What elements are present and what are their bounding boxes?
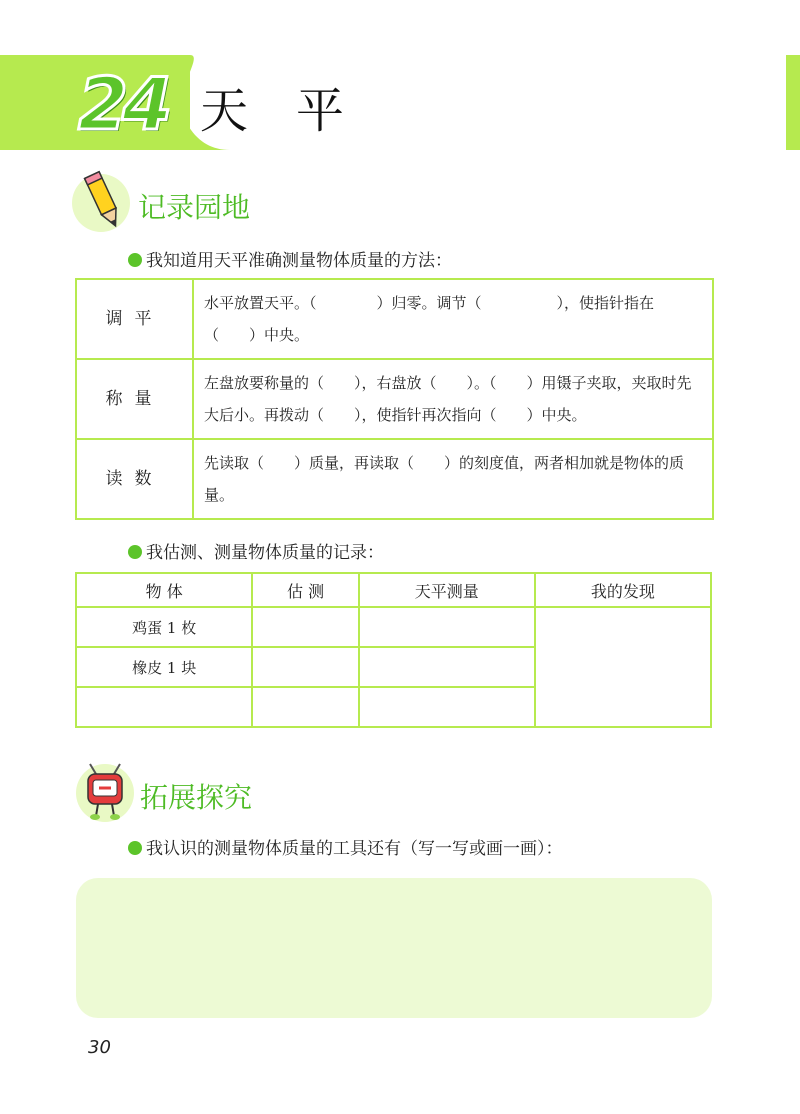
bullet-method — [128, 246, 452, 271]
table-row — [76, 279, 713, 359]
method-key: 读数 — [76, 439, 193, 519]
object-cell[interactable] — [76, 687, 252, 727]
estimate-cell[interactable] — [252, 687, 358, 727]
measure-cell[interactable] — [359, 607, 535, 647]
method-text: 先读取（ ）质量，再读取（ ）的刻度值，两者相加就是物体的质量。 — [193, 439, 713, 519]
section-title-record: 记录园地 — [138, 191, 251, 224]
lesson-title: 天平 — [200, 83, 393, 139]
section-title-explore: 拓展探究 — [140, 781, 253, 814]
findings-cell[interactable] — [535, 607, 711, 727]
method-table — [75, 278, 714, 520]
bullet-dot — [128, 841, 142, 855]
column-header: 天平测量 — [359, 573, 535, 607]
bullet-record-text: 我估测、测量物体质量的记录： — [146, 543, 384, 563]
record-table — [75, 572, 712, 728]
table-row — [76, 359, 713, 439]
page-edge-tab — [786, 55, 800, 150]
object-cell: 橡皮 1 块 — [76, 647, 252, 687]
column-header: 我的发现 — [535, 573, 711, 607]
column-header: 物 体 — [76, 573, 252, 607]
tv-robot-icon — [76, 764, 134, 822]
bullet-tools-text: 我认识的测量物体质量的工具还有（写一写或画一画）： — [146, 839, 563, 859]
measure-cell[interactable] — [359, 647, 535, 687]
estimate-cell[interactable] — [252, 647, 358, 687]
answer-box[interactable] — [76, 878, 712, 1018]
bullet-tools — [128, 834, 563, 859]
column-header: 估 测 — [252, 573, 358, 607]
estimate-cell[interactable] — [252, 607, 358, 647]
pencil-icon — [72, 174, 130, 232]
bullet-dot — [128, 253, 142, 267]
bullet-dot — [128, 545, 142, 559]
method-text: 左盘放要称量的（ ），右盘放（ ）。（ ）用镊子夹取，夹取时先大后小。再拨动（ ），使指针再次指向（ ）中央。 — [193, 359, 713, 439]
method-text: 水平放置天平。（ ）归零。调节（ ），使指针指在（ ）中央。 — [193, 279, 713, 359]
table-row — [76, 439, 713, 519]
measure-cell[interactable] — [359, 687, 535, 727]
bullet-method-text: 我知道用天平准确测量物体质量的方法： — [146, 251, 452, 271]
page-number: 30 — [88, 1037, 111, 1058]
table-header-row — [76, 573, 711, 607]
bullet-record — [128, 538, 384, 563]
lesson-number: 24 — [78, 62, 167, 146]
object-cell: 鸡蛋 1 枚 — [76, 607, 252, 647]
method-key: 调平 — [76, 279, 193, 359]
method-key: 称量 — [76, 359, 193, 439]
table-row — [76, 607, 711, 647]
